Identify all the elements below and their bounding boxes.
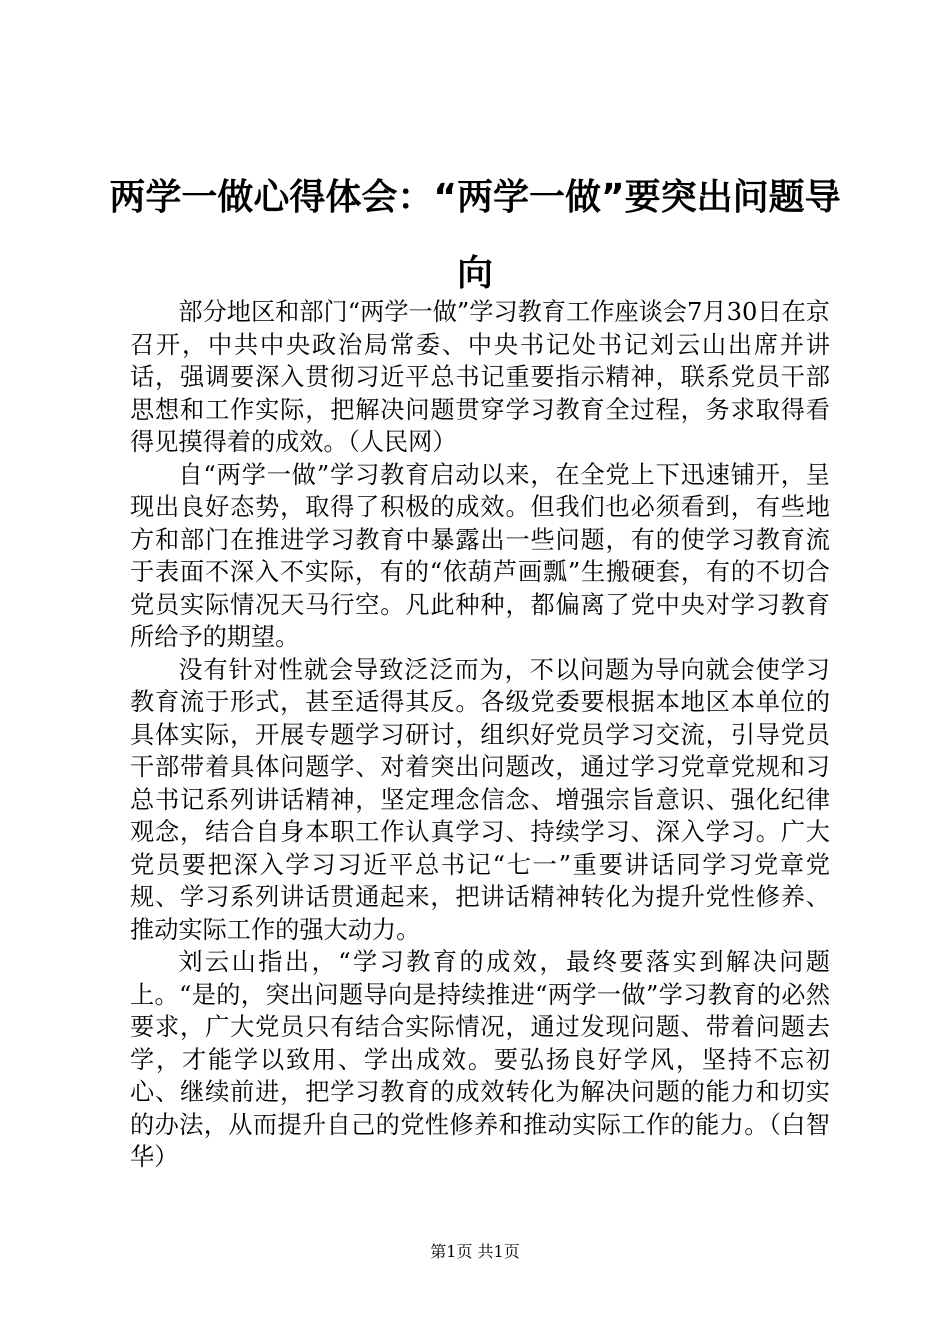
paragraph-3: 没有针对性就会导致泛泛而为，不以问题为导向就会使学习教育流于形式，甚至适得其反。各级党委要根据本地区本单位的具体实际，开展专题学习研讨，组织好党员学习交流，引导党员干部带着具体问题学、对着突出问题改，通过学习党章党规和习总书记系列讲话精神，坚定理念信念、增强宗旨意识、强化纪律观念，结合自身本职工作认真学习、持续学习、深入学习。广大党员要把深入学习习近平总书记“七一”重要讲话同学习党章党规、学习系列讲话贯通起来，把讲话精神转化为提升党性修养、推动实际工作的强大动力。 [130, 655, 830, 944]
document-title: 两学一做心得体会：“两学一做”要突出问题导向 [109, 177, 841, 294]
page-number-footer: 第1页 共1页 [430, 1242, 520, 1261]
paragraph-4: 刘云山指出，“学习教育的成效，最终要落实到解决问题上。“是的，突出问题导向是持续推进“两学一做”学习教育的必然要求，广大党员只有结合实际情况，通过发现问题、带着问题去学，才能学以致用、学出成效。要弘扬良好学风，坚持不忘初心、继续前进，把学习教育的成效转化为解决问题的能力和切实的办法，从而提升自己的党性修养和推动实际工作的能力。（白智华） [130, 948, 830, 1171]
document-body [130, 296, 830, 1174]
paragraph-2: 自“两学一做”学习教育启动以来，在全党上下迅速铺开，呈现出良好态势，取得了积极的成效。但我们也必须看到，有些地方和部门在推进学习教育中暴露出一些问题，有的使学习教育流于表面不深入不实际，有的“依葫芦画瓢”生搬硬套，有的不切合党员实际情况天马行空。凡此种种，都偏离了党中央对学习教育所给予的期望。 [130, 460, 830, 651]
paragraph-1: 部分地区和部门“两学一做”学习教育工作座谈会7月30日在京召开，中共中央政治局常委、中央书记处书记刘云山出席并讲话，强调要深入贯彻习近平总书记重要指示精神，联系党员干部思想和工作实际，把解决问题贯穿学习教育全过程，务求取得看得见摸得着的成效。（人民网） [130, 298, 830, 456]
